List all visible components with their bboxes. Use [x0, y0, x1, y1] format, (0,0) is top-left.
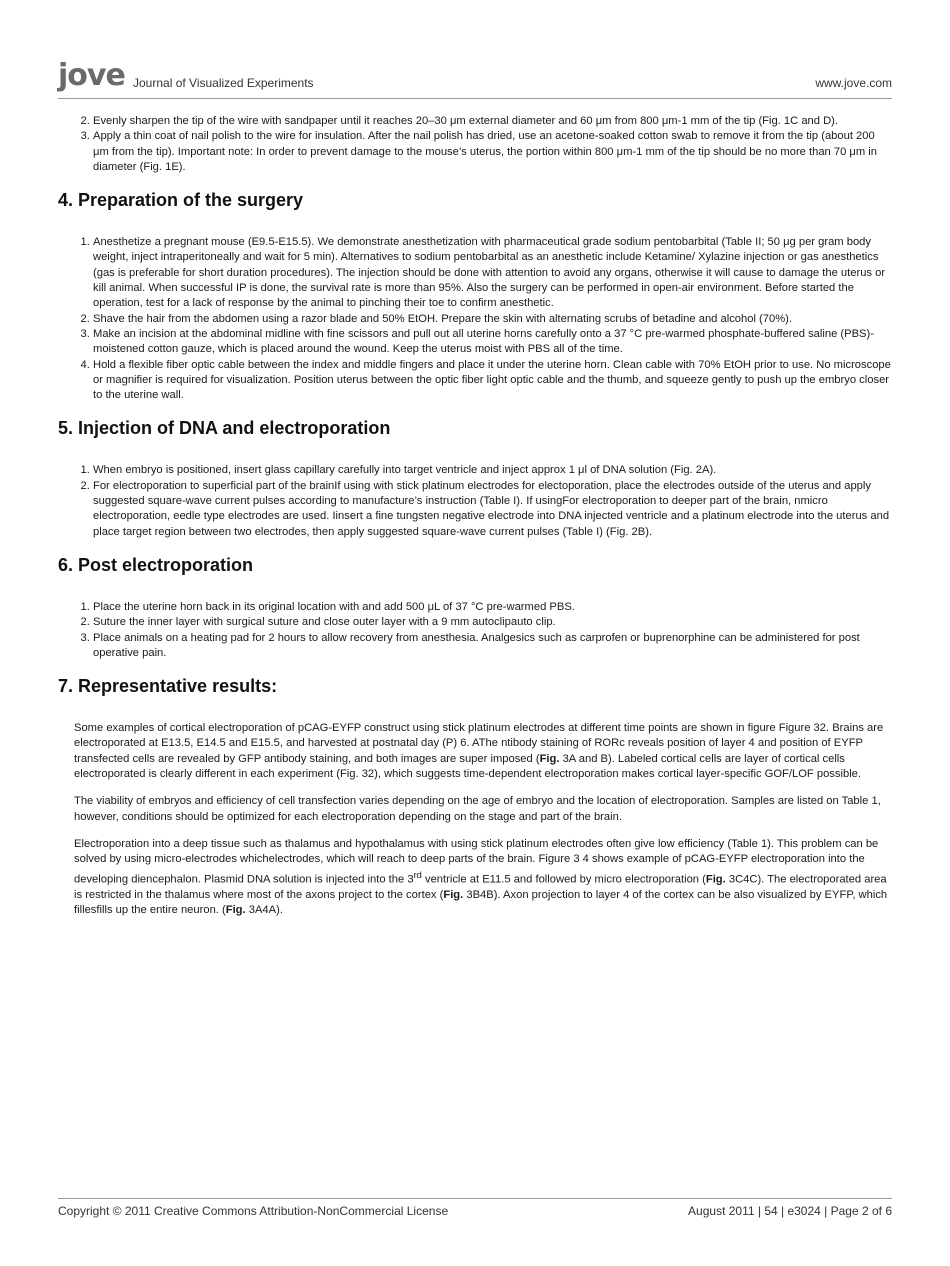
section-heading: 7. Representative results: [58, 676, 278, 697]
fig-ref: Fig. [539, 752, 560, 765]
results-paragraph-2: The viability of embryos and efficiency of cell transfection varies depending on the age of embryo and the location of electroporation. Samples are listed on Table 1, however, conditions should be optimized for each electroporation depending on the stage and part of the brain. [74, 795, 881, 823]
list-item: 2. Evenly sharpen the tip of the wire with sandpaper until it reaches 20–30 μm external diameter and 60 μm from 800 μm-1 mm of the tip (Fig. 1C and D). [93, 114, 892, 129]
section5-list [58, 463, 892, 539]
list-item: 1. Place the uterine horn back in its original location with and add 500 μL of 37 °C pre-warmed PBS. [93, 600, 892, 615]
superscript: rd [413, 869, 422, 880]
jove-logo: jove [58, 58, 125, 93]
text-run: 3C4C). The electroporated area is restricted in the thalamus where most of the axons project to the cortex ( [74, 873, 887, 901]
list-item: 3. Apply a thin coat of nail polish to the wire for insulation. After the nail polish has dried, use an acetone-soaked cotton swab to remove it from the tip (about 200 μm from the tip). Important note: In order to prevent damage to the mouse’s uterus, the portion within 800 μm-1 mm of the tip should be no more than 70 μm in diameter (Fig. 1E). [93, 129, 892, 175]
text-run: 3A and B). Labeled cortical cells are layer of cortical cells electroporated is clearly different in each experiment (Fig. 32), which suggests time-dependent electroporation makes cortical layer-specific GOF/LOF possible. [74, 752, 862, 781]
text-run: 3B4B). Axon projection to layer 4 of the cortex can be also visualized by EYFP, which fillesfills up the entire neuron. ( [74, 888, 888, 916]
list-item: 2. For electroporation to superficial part of the brainIf using with stick platinum electrodes for electoporation, place the electrodes outside of the uterus and apply suggested square-wave current pulses according to manufacture’s instruction (Table I). If usingFor electroporation to deeper part of the brain, nmicro electroporation, eedle type electrodes are used. Iinsert a fine tungsten negative electrode into DNA injected ventricle and a platinum electrode into the uterus and place target region between two electrodes, then apply suggested square-wave current pulses (Table I) (Fig. 2B). [93, 479, 892, 540]
text-run: Electroporation into a deep tissue such as thalamus and hypothalamus with using stick platinum electrodes often give low efficiency (Table 1). This problem can be solved by using micro-electrodes whichelectrodes, which will reach to deep parts of the brain. Figure 3 4 shows example of pCAG-EYFP electroporation into the developing diencephalon. Plasmid DNA solution is injected into the 3 [74, 837, 879, 886]
list-item: 3. Place animals on a heating pad for 2 hours to allow recovery from anesthesia. Analgesics such as carprofen or buprenorphine can be administered for post operative pain. [93, 631, 892, 662]
journal-name: Journal of Visualized Experiments [133, 76, 314, 90]
article-body [58, 114, 892, 930]
page-info: August 2011 | 54 | e3024 | Page 2 of 6 [688, 1204, 892, 1218]
text-run: 3A4A). [245, 903, 283, 916]
list-item: 2. Suture the inner layer with surgical suture and close outer layer with a 9 mm autoclipauto clip. [93, 615, 892, 630]
section3-list [58, 114, 892, 175]
section4-list [58, 235, 892, 403]
section-heading: 6. Post electroporation [58, 554, 254, 575]
list-item: 3. Make an incision at the abdominal midline with fine scissors and pull out all uterine horns carefully onto a 37 °C pre-warmed phosphate-buffered saline (PBS)-moistened cotton gauze, which is placed around the wound. Keep the uterus moist with PBS all of the time. [93, 327, 892, 358]
fig-ref: Fig. [225, 903, 246, 916]
fig-ref: Fig. [443, 888, 464, 901]
results-paragraph-1 [58, 721, 892, 782]
fig-ref: Fig. [705, 873, 726, 886]
page-header [58, 58, 892, 99]
list-item: 4. Hold a flexible fiber optic cable between the index and middle fingers and place it under the uterine horn. Clean cable with 70% EtOH prior to use. No microscope or magnifier is required for visualization. Position uterus between the optic fiber light optic cable and the thumb, and squeeze gently to push up the embryo closer to the uterine wall. [93, 358, 892, 404]
copyright-notice: Copyright © 2011 Creative Commons Attribution-NonCommercial License [58, 1204, 449, 1218]
section-heading: 5. Injection of DNA and electroporation [58, 418, 391, 439]
site-url[interactable]: www.jove.com [815, 76, 892, 90]
page-footer [58, 1198, 892, 1218]
list-item: 1. When embryo is positioned, insert glass capillary carefully into target ventricle and inject approx 1 μl of DNA solution (Fig. 2A). [93, 463, 892, 478]
list-item: 2. Shave the hair from the abdomen using a razor blade and 50% EtOH. Prepare the skin with alternating scrubs of betadine and alcohol (70%). [93, 312, 892, 327]
list-item: 1. Anesthetize a pregnant mouse (E9.5-E15.5). We demonstrate anesthetization with pharmaceutical grade sodium pentobarbital (Table II; 50 μg per gram body weight, inject intraperitoneally and wait for 5 min). Alternatives to sodium pentobarbital as an anesthetic include Ketamine/ Xylazine injection or gas anesthetics (gas is preferable for short duration procedures). The injection should be done with attention to avoid any organs, otherwise it will cause to damage the uterus or kill animal. When successful IP is done, the survival rate is more than 95%. Also the surgery can be performed in open-air environment. Before started the operation, test for a lack of response by the animal to pinching their toe to confirm anesthetic. [93, 235, 892, 311]
text-run: ventricle at E11.5 and followed by micro electroporation ( [421, 873, 706, 886]
section-heading: 4. Preparation of the surgery [58, 190, 304, 211]
text-run: Some examples of cortical electroporation of pCAG-EYFP construct using stick platinum electrodes at different time points are shown in figure Figure 32. Brains are electroporated at E13.5, E14.5 and E15.5, and harvested at postnatal day (P) 6. AThe ntibody staining of RORc reveals position of layer 4 and position of EYFP transfected cells are revealed by GFP antibody staining, and both images are super imposed ( [74, 722, 884, 765]
results-paragraph-3 [58, 837, 892, 918]
section6-list [58, 600, 892, 661]
